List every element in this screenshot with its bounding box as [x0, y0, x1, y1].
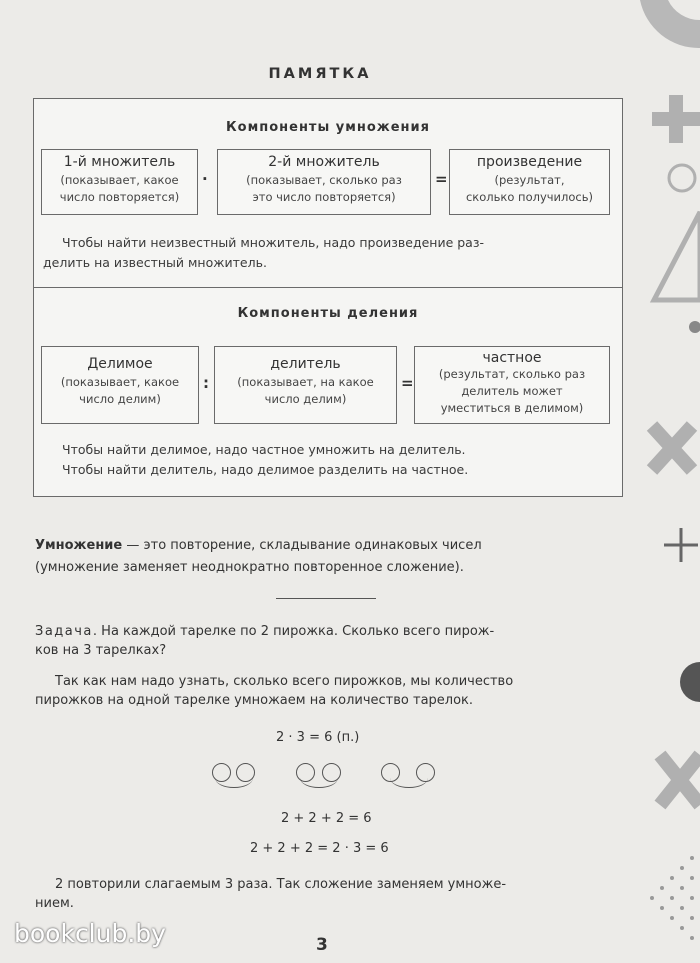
task-line-1	[35, 621, 494, 642]
factor2-name: 2-й множитель	[268, 154, 380, 170]
dividend-box	[41, 346, 199, 424]
triangle-shape	[654, 212, 700, 300]
big-dot-shape	[680, 662, 700, 702]
memo-divider	[33, 287, 623, 288]
equals-sign-mult: =	[435, 170, 448, 188]
conclusion-line-2: нием.	[35, 896, 74, 911]
product-desc-1: (результат,	[494, 173, 565, 187]
dividend-name: Делимое	[87, 356, 153, 372]
definition-term: Умножение	[35, 538, 123, 553]
ring-shape	[669, 165, 695, 191]
factor1-desc-2: число повторяется)	[59, 190, 180, 204]
plate-arc	[300, 778, 338, 788]
task-line-2: ков на 3 тарелках?	[35, 643, 167, 658]
factor1-name: 1-й множитель	[63, 154, 176, 170]
multiplication-rule-line-1: Чтобы найти неизвестный множитель, надо произведение раз-	[62, 235, 485, 250]
separator-line	[276, 598, 376, 599]
dividend-desc-1: (показывает, какое	[60, 375, 180, 389]
factor2-desc-1: (показывает, сколько раз	[246, 173, 402, 187]
definition-line-2: (умножение заменяет неоднократно повторенное сложение).	[35, 560, 464, 575]
multiplication-rule-line-2: делить на известный множитель.	[43, 255, 267, 270]
cross-outline-shape	[660, 755, 700, 805]
task-text-1: . На каждой тарелке по 2 пирожка. Сколько всего пирож-	[92, 624, 495, 639]
small-plus-shape	[664, 528, 698, 562]
arc-shape	[640, 0, 700, 48]
product-box	[449, 149, 610, 215]
task-explain-line-2: пирожков на одной тарелке умножаем на количество тарелок.	[35, 693, 474, 708]
page-title: ПАМЯТКА	[268, 66, 372, 82]
page-number: 3	[316, 935, 328, 955]
formula-3: 2 + 2 + 2 = 2 · 3 = 6	[250, 841, 389, 856]
product-name: произведение	[476, 154, 583, 170]
task-explain-line-1: Так как нам надо узнать, сколько всего пирожков, мы количество	[55, 674, 514, 689]
divisor-name: делитель	[270, 356, 341, 372]
plate-arc	[390, 778, 428, 788]
divide-sign: :	[203, 374, 209, 392]
quotient-box	[414, 346, 610, 424]
task-label: Задача	[35, 624, 93, 639]
dot-shape	[689, 321, 700, 333]
watermark-logo: bookclub.by	[14, 919, 166, 948]
factor1-desc-1: (показывает, какое	[60, 173, 179, 187]
definition-text-1: — это повторение, складывание одинаковых чисел	[122, 538, 482, 553]
plus-shape	[652, 95, 700, 143]
formula-1: 2 · 3 = 6 (п.)	[276, 730, 360, 745]
divisor-desc-2: число делим)	[264, 392, 347, 406]
equals-sign-div: =	[401, 374, 414, 392]
division-heading: Компоненты деления	[237, 306, 419, 321]
quotient-desc-2: делитель может	[461, 384, 563, 398]
plates-illustration	[212, 760, 442, 800]
dot-pattern	[650, 856, 694, 940]
division-rule-line-1: Чтобы найти делимое, надо частное умножить на делитель.	[62, 442, 466, 457]
definition-line-1	[35, 535, 482, 556]
factor2-desc-2: это число повторяется)	[252, 190, 396, 204]
multiplication-heading: Компоненты умножения	[226, 120, 430, 135]
divisor-desc-1: (показывает, на какое	[237, 375, 374, 389]
cross-shape	[652, 426, 692, 470]
multiply-sign: ·	[202, 170, 208, 188]
division-rule-line-2: Чтобы найти делитель, надо делимое разделить на частное.	[62, 462, 469, 477]
factor1-box	[41, 149, 198, 215]
conclusion-line-1: 2 повторили слагаемым 3 раза. Так сложение заменяем умноже-	[55, 877, 507, 892]
factor2-box	[217, 149, 431, 215]
quotient-desc-1: (результат, сколько раз	[438, 367, 586, 381]
product-desc-2: сколько получилось)	[465, 190, 594, 204]
plate-arc	[215, 778, 253, 788]
dividend-desc-2: число делим)	[79, 392, 161, 406]
divisor-box	[214, 346, 397, 424]
quotient-desc-3: уместиться в делимом)	[440, 401, 584, 415]
formula-2: 2 + 2 + 2 = 6	[281, 811, 372, 826]
quotient-name: частное	[482, 350, 542, 366]
